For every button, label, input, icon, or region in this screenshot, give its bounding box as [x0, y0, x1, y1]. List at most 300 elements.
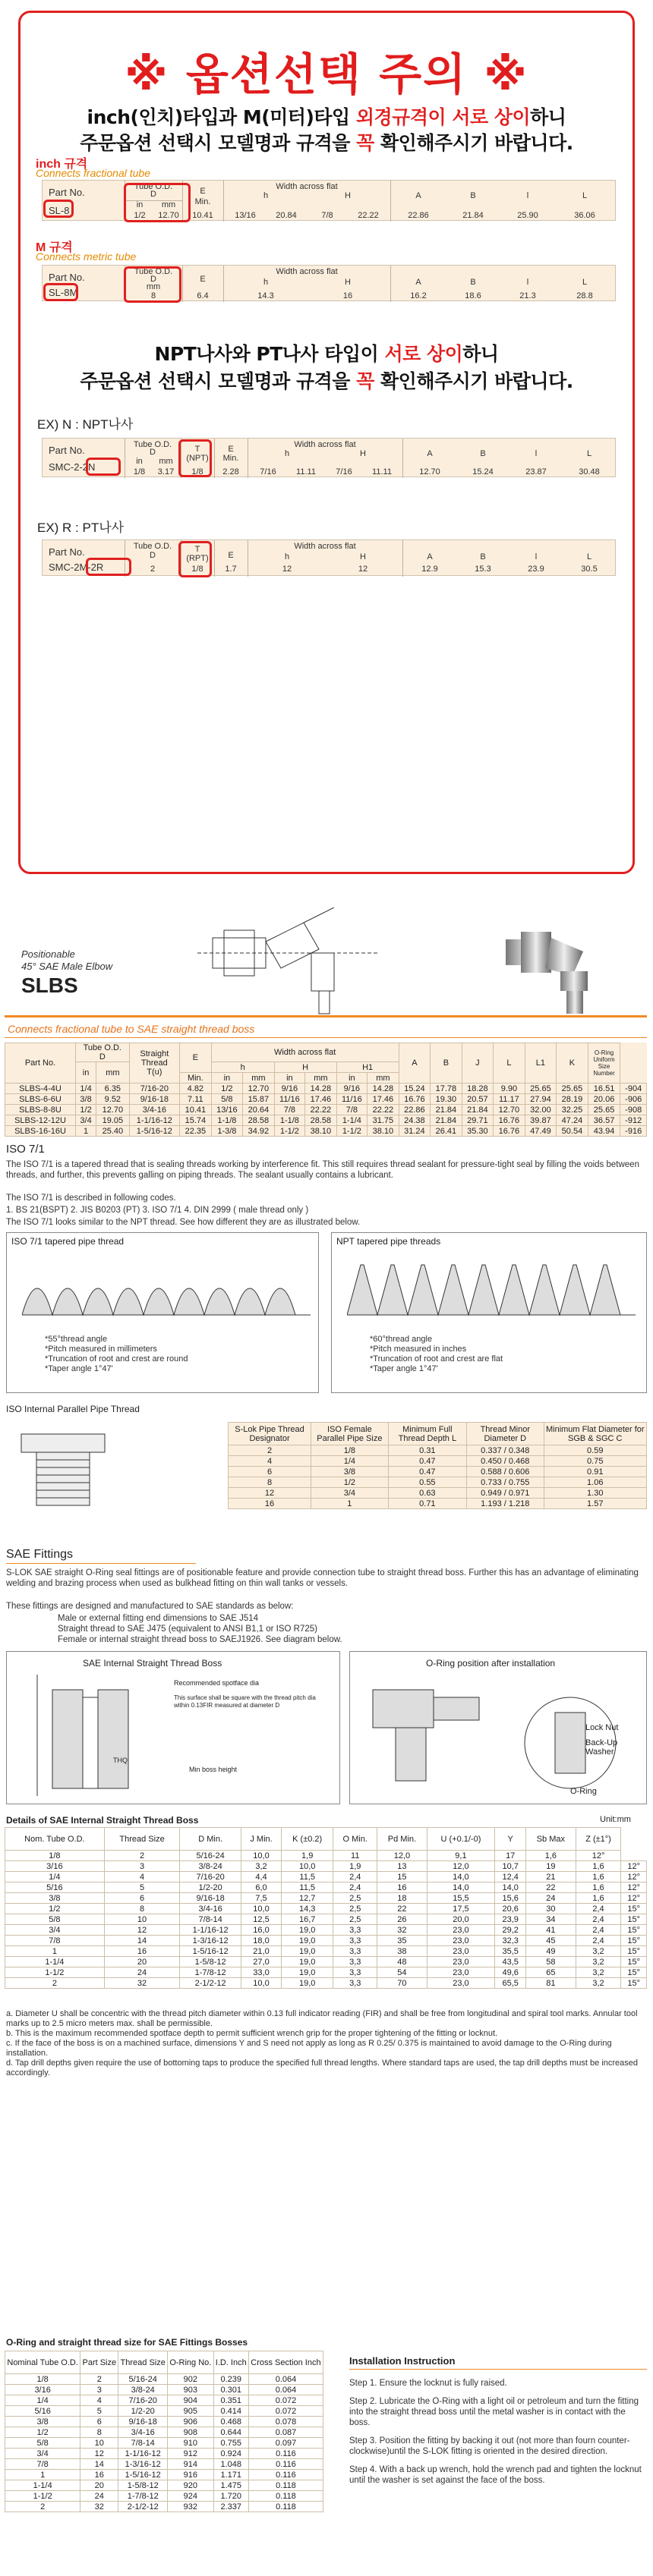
boss-cell: 10,0: [282, 1861, 333, 1872]
slbs-cell: 15.24: [399, 1084, 431, 1094]
boss-cell: 14,3: [282, 1904, 333, 1914]
parallel-cell: 0.63: [388, 1488, 466, 1499]
boss-cell: 2: [5, 1978, 105, 1989]
slbs-row: [5, 1105, 647, 1115]
boss-header: K (±0.2): [282, 1828, 333, 1851]
parallel-cell: 6: [229, 1467, 311, 1477]
boss-cell: 1: [5, 1946, 105, 1957]
boss-cell: 4: [104, 1872, 180, 1882]
pt-d-label: D: [150, 551, 156, 560]
oring-row: [5, 2480, 323, 2491]
oring-cell: 12: [80, 2449, 118, 2459]
boss-header: D Min.: [180, 1828, 241, 1851]
inch-waf-label: Width across flat: [276, 182, 338, 191]
boss-cell: 18: [377, 1893, 427, 1904]
parallel-title: ISO Internal Parallel Pipe Thread: [6, 1404, 140, 1414]
iso-notes: [45, 1335, 188, 1374]
boss-cell: 3/16: [5, 1861, 105, 1872]
orange-divider-1: [5, 1015, 647, 1018]
parallel-header: S-Lok Pipe Thread Designator: [229, 1423, 311, 1445]
inch-h-label: h: [263, 191, 269, 200]
sae-boss-figure: [6, 1651, 340, 1804]
slbs-h-H1-in: in: [336, 1073, 367, 1084]
oring-cell: 1/4: [5, 2395, 80, 2406]
boss-cell: 5/16: [5, 1882, 105, 1893]
oring-cell: 6: [80, 2417, 118, 2427]
slbs-h-min: Min.: [180, 1073, 212, 1084]
oring-row: [5, 2470, 323, 2480]
iso-note-3: *Truncation of root and crest are round: [45, 1354, 188, 1363]
sae-label-backup: Back-Up Washer: [585, 1738, 618, 1757]
inch-partno-value: SL-8: [49, 205, 70, 216]
boss-cell: 12,0: [377, 1851, 427, 1861]
slbs-h-a: A: [399, 1043, 431, 1084]
slbs-cell: 47.24: [557, 1115, 588, 1126]
m-B-label: B: [470, 278, 476, 287]
oring-cell: 0.239: [213, 2374, 248, 2385]
boss-cell: 12,5: [241, 1914, 281, 1925]
npt-d-label: D: [150, 448, 156, 457]
slbs-cell: 22.22: [305, 1105, 337, 1115]
oring-cell: 0.097: [248, 2438, 323, 2449]
boss-cell: 33,0: [241, 1967, 281, 1978]
oring-cell: 14: [80, 2459, 118, 2470]
slbs-cell: 20.57: [462, 1094, 494, 1105]
slbs-cell: SLBS-8-8U: [5, 1105, 76, 1115]
boss-row: [5, 1893, 647, 1904]
boss-header: Y: [495, 1828, 526, 1851]
boss-header: Sb Max: [526, 1828, 576, 1851]
m-d-value: 8: [150, 291, 156, 300]
sae-oring-figure: [349, 1651, 647, 1804]
boss-cell: 3,3: [333, 1978, 377, 1989]
oring-row: [5, 2406, 323, 2417]
parallel-cell: 1/2: [311, 1477, 389, 1488]
m-L-value: 28.8: [576, 291, 593, 300]
boss-cell: 23,0: [427, 1967, 495, 1978]
boss-cell: 1-1/16-12: [180, 1925, 241, 1936]
slbs-table-header: [5, 1043, 647, 1062]
npt-d-in: 1/8: [133, 467, 146, 477]
pt-L-label: L: [586, 552, 592, 561]
boss-cell: 1/2-20: [180, 1882, 241, 1893]
slbs-cell: 21.84: [431, 1115, 462, 1126]
parallel-header: Minimum Flat Diameter for SGB & SGC C: [544, 1423, 646, 1445]
parallel-row: [229, 1456, 647, 1467]
slbs-cell: 17.46: [305, 1094, 337, 1105]
boss-header: Z (±1°): [576, 1828, 621, 1851]
oring-cell: 24: [80, 2491, 118, 2502]
boss-row: [5, 1904, 647, 1914]
sae-title: SAE Fittings: [6, 1548, 74, 1561]
oring-cell: 5: [80, 2406, 118, 2417]
oring-cell: 2.337: [213, 2502, 248, 2512]
slbs-cell: -906: [620, 1094, 647, 1105]
boss-cell: 10: [104, 1914, 180, 1925]
npt-e-value: 2.28: [222, 467, 239, 477]
slbs-cell: 38.10: [305, 1126, 337, 1137]
oring-row: [5, 2395, 323, 2406]
parallel-cell: 0.55: [388, 1477, 466, 1488]
slbs-cell: 19.30: [431, 1094, 462, 1105]
boss-cell: 1,6: [576, 1882, 621, 1893]
pt-e-label: E: [228, 551, 234, 560]
m-d-label: D: [150, 275, 156, 284]
oring-cell: 920: [168, 2480, 213, 2491]
sae-label-locknut: Lock Nut: [585, 1723, 619, 1732]
inch-partno-label: Part No.: [49, 187, 85, 198]
boss-cell: 24: [104, 1967, 180, 1978]
sae-label-thq: THQ: [113, 1757, 128, 1764]
slbs-cell: 24.38: [399, 1115, 431, 1126]
boss-cell: 4,4: [241, 1872, 281, 1882]
slbs-cell: 32.00: [525, 1105, 557, 1115]
boss-row: [5, 1936, 647, 1946]
npt-B-label: B: [480, 449, 486, 458]
slbs-h-H1: H1: [336, 1062, 399, 1073]
oring-cell: 0.301: [213, 2385, 248, 2395]
sae-paragraph-4: Straight thread to SAE J475 (equivalent to ANSI B1,1 or ISO R725): [58, 1625, 317, 1634]
sae-label-min: Min boss height: [189, 1766, 238, 1773]
parallel-header: Minimum Full Thread Depth L: [388, 1423, 466, 1445]
boss-cell: 12°: [621, 1872, 647, 1882]
oring-cell: 0.116: [248, 2470, 323, 2480]
boss-cell: 54: [377, 1967, 427, 1978]
parallel-row: [229, 1499, 647, 1509]
boss-cell: 81: [526, 1978, 576, 1989]
oring-row: [5, 2427, 323, 2438]
boss-cell: 3,2: [576, 1946, 621, 1957]
parallel-row: [229, 1467, 647, 1477]
warning-line-1-b: 외경규격이 서로 상이: [355, 106, 531, 128]
pt-H-value: 12: [358, 565, 368, 574]
npt-B-value: 15.24: [472, 467, 494, 477]
slbs-cell: 1: [76, 1126, 96, 1137]
boss-cell: 45: [526, 1936, 576, 1946]
boss-cell: 32,3: [495, 1936, 526, 1946]
warning-line-2-b: 꼭: [356, 132, 374, 154]
npt-t-label: T: [194, 445, 200, 454]
boss-cell: 19,0: [282, 1936, 333, 1946]
pt-tubeod-label: Tube O.D.: [133, 542, 172, 551]
warning-title: ※ 옵션선택 주의 ※: [125, 49, 528, 100]
oring-row: [5, 2417, 323, 2427]
boss-cell: 9,1: [427, 1851, 495, 1861]
install-underline: [349, 2369, 647, 2370]
oring-cell: 1-5/16-12: [118, 2470, 168, 2480]
boss-cell: 23,0: [427, 1957, 495, 1967]
slbs-cell: 27.94: [525, 1094, 557, 1105]
sae-paragraph-1: S-LOK SAE straight O-Ring seal fittings are of positionable feature and provide connection tube to straight thread boss. Further this has an advantage of eliminating welding and brazing process when used as bulkhead fitting on thin wall tanks or vessels.: [6, 1568, 639, 1588]
slbs-cell: 22.86: [399, 1105, 431, 1115]
warning-line-2-a: 주문옵션 선택시 모델명과 규격을: [80, 132, 357, 154]
boss-cell: 30: [526, 1904, 576, 1914]
slbs-cell: 50.54: [557, 1126, 588, 1137]
ex-npt-label: EX) N : NPT나사: [37, 417, 134, 432]
inch-tubeod-label: Tube O.D.: [134, 182, 173, 191]
oring-cell: 1-1/4: [5, 2480, 80, 2491]
m-label: M 규격: [36, 241, 73, 254]
oring-cell: 0.064: [248, 2385, 323, 2395]
oring-cell: 20: [80, 2480, 118, 2491]
slbs-cell: 1-5/16-12: [129, 1126, 179, 1137]
m-l-label: l: [526, 278, 529, 287]
boss-cell: 17,5: [427, 1904, 495, 1914]
boss-cell: 12°: [576, 1851, 621, 1861]
boss-cell: 21,0: [241, 1946, 281, 1957]
iso-thread-profile: [22, 1254, 311, 1323]
boss-cell: 1,6: [526, 1851, 576, 1861]
slbs-cell: 21.84: [462, 1105, 494, 1115]
iso-paragraph-1: The ISO 7/1 is a tapered thread that is sealing threads working by interference fit. This still requires thread sealant for pressure-tight seal by filling the voids between threads, and further, this prevents galling on piping threads. The sealant usually contains a lubricant.: [6, 1160, 639, 1180]
oring-cell: 9/16-18: [118, 2417, 168, 2427]
oring-row: [5, 2491, 323, 2502]
oring-cell: 932: [168, 2502, 213, 2512]
boss-cell: 19,0: [282, 1925, 333, 1936]
boss-cell: 6: [104, 1893, 180, 1904]
slbs-cell: 28.19: [557, 1094, 588, 1105]
boss-cell: 1-5/8-12: [180, 1957, 241, 1967]
slbs-cell: 16.76: [399, 1094, 431, 1105]
slbs-cell: 9.90: [494, 1084, 525, 1094]
warning-line-4: [21, 366, 632, 394]
boss-row: [5, 1946, 647, 1957]
product-description: [21, 948, 112, 973]
slbs-cell: 1-1/2: [336, 1126, 367, 1137]
boss-cell: 23,0: [427, 1978, 495, 1989]
parallel-cell: 1.57: [544, 1499, 646, 1509]
npt-tsub-label: (NPT): [186, 454, 209, 463]
boss-cell: 15°: [621, 1914, 647, 1925]
boss-row: [5, 1957, 647, 1967]
sae-boss-drawing: [14, 1675, 333, 1801]
inch-h-in: 13/16: [235, 211, 256, 220]
boss-cell: 7/8-14: [180, 1914, 241, 1925]
pt-h-label: h: [284, 552, 290, 561]
slbs-cell: 11/16: [336, 1094, 367, 1105]
boss-cell: 2,5: [333, 1893, 377, 1904]
boss-cell: 3: [104, 1861, 180, 1872]
boss-cell: 2,4: [576, 1914, 621, 1925]
boss-cell: 1,9: [333, 1861, 377, 1872]
oring-cell: 3/4-16: [118, 2427, 168, 2438]
boss-cell: 15°: [621, 1946, 647, 1957]
boss-cell: 19,0: [282, 1946, 333, 1957]
oring-row: [5, 2502, 323, 2512]
parallel-cell: 1.193 / 1.218: [467, 1499, 544, 1509]
boss-cell: 23,0: [427, 1925, 495, 1936]
npt-e-label: E: [228, 445, 234, 454]
slbs-h-h-mm: mm: [243, 1073, 275, 1084]
iso-paragraph-4: The ISO 7/1 looks similar to the NPT thread. See how different they are as illustrated below.: [6, 1218, 361, 1227]
oring-cell: 902: [168, 2374, 213, 2385]
oring-cell: 1-5/8-12: [118, 2480, 168, 2491]
boss-note-d: d. Tap drill depths given require the use of bottoming taps to produce the specified full thread lengths. Where standard taps are used, the tap drill depths must be increased accordingly.: [6, 2059, 639, 2077]
slbs-cell: 3/8: [76, 1094, 96, 1105]
oring-cell: 910: [168, 2438, 213, 2449]
boss-cell: 14,0: [427, 1882, 495, 1893]
slbs-h-b: B: [431, 1043, 462, 1084]
slbs-h-h-in: in: [211, 1073, 243, 1084]
boss-cell: 1-5/16-12: [180, 1946, 241, 1957]
slbs-cell: 1-1/2: [274, 1126, 304, 1137]
oring-cell: 1/2: [5, 2427, 80, 2438]
iso-note-4: *Taper angle 1°47': [45, 1364, 113, 1373]
sae-paragraph-3: Male or external fitting end dimensions to SAE J514: [58, 1614, 259, 1623]
boss-cell: 14: [104, 1936, 180, 1946]
oring-cell: 3/4: [5, 2449, 80, 2459]
oring-cell: 3/8-24: [118, 2385, 168, 2395]
npt-A-label: A: [427, 449, 433, 458]
boss-notes: [6, 2009, 647, 2078]
warning-line-4-a: 주문옵션 선택시 모델명과 규격을: [80, 370, 357, 392]
slbs-cell: 5/8: [211, 1094, 243, 1105]
slbs-cell: 7/8: [336, 1105, 367, 1115]
slbs-cell: 9.52: [96, 1094, 130, 1105]
oring-cell: 903: [168, 2385, 213, 2395]
parallel-row: [229, 1445, 647, 1456]
boss-cell: 26: [377, 1914, 427, 1925]
oring-cell: 2: [5, 2502, 80, 2512]
inch-H-mm: 22.22: [358, 211, 379, 220]
parallel-cell: 0.91: [544, 1467, 646, 1477]
oring-header: O-Ring No.: [168, 2351, 213, 2374]
boss-cell: 2,4: [576, 1936, 621, 1946]
m-h-value: 14.3: [257, 291, 274, 300]
boss-row: [5, 1925, 647, 1936]
npt-notes: [370, 1335, 503, 1374]
oring-cell: 7/8: [5, 2459, 80, 2470]
boss-note-a: a. Diameter U shall be concentric with the thread pitch diameter within 0.13 full indicator reading (FIR) and shall be free from longitudinal and spiral tool marks. Annular tool marks up to 2.5 micro meters max. shall be permissible.: [6, 2009, 638, 2028]
sae-oring-figure-title: O-Ring position after installation: [426, 1658, 556, 1669]
oring-cell: 906: [168, 2417, 213, 2427]
oring-cell: 8: [80, 2427, 118, 2438]
npt-highlight-partno: [86, 458, 121, 476]
inch-L-label: L: [582, 191, 588, 200]
pt-B-value: 15.3: [475, 565, 491, 574]
boss-row: [5, 1851, 647, 1861]
slbs-cell: 43.94: [588, 1126, 620, 1137]
boss-row: [5, 1914, 647, 1925]
sae-oring-drawing: [365, 1675, 639, 1801]
pt-t-label: T: [194, 545, 200, 554]
boss-cell: 3,3: [333, 1946, 377, 1957]
boss-table: [5, 1827, 647, 1989]
boss-cell: 15°: [621, 1978, 647, 1989]
boss-cell: 1-1/2: [5, 1967, 105, 1978]
oring-cell: 916: [168, 2470, 213, 2480]
sae-paragraph-2: These fittings are designed and manufactured to SAE standards as below:: [6, 1602, 294, 1611]
install-step-1: Step 1. Ensure the locknut is fully raised.: [349, 2379, 507, 2388]
m-A-label: A: [415, 278, 421, 287]
inch-B-label: B: [470, 191, 476, 200]
pt-partno-label: Part No.: [49, 546, 85, 558]
slbs-cell: 19.05: [96, 1115, 130, 1126]
pt-highlight-t: [178, 541, 212, 577]
warning-line-2-c: 확인해주시기 바랍니다.: [374, 132, 573, 154]
boss-cell: 49: [526, 1946, 576, 1957]
parallel-cell: 0.588 / 0.606: [467, 1467, 544, 1477]
boss-cell: 14,0: [495, 1882, 526, 1893]
slbs-cell: 36.57: [588, 1115, 620, 1126]
boss-cell: 3,2: [576, 1978, 621, 1989]
boss-note-b: b. This is the maximum recommended spotface depth to permit sufficient wrench grip for the proper tightening of the fitting or locknut.: [6, 2029, 498, 2038]
npt-L-value: 30.48: [579, 467, 600, 477]
slbs-h-hh: h: [211, 1062, 274, 1073]
slbs-cell: 12.70: [96, 1105, 130, 1115]
npt-in-label: in: [136, 457, 143, 466]
iso-title: ISO 7/1: [6, 1143, 45, 1156]
oring-cell: 2: [80, 2374, 118, 2385]
oring-cell: 1/2-20: [118, 2406, 168, 2417]
oring-cell: 1.048: [213, 2459, 248, 2470]
boss-cell: 1/8: [5, 1851, 105, 1861]
boss-cell: 3,2: [576, 1957, 621, 1967]
orange-divider-2: [5, 1037, 647, 1038]
npt-h-label: h: [284, 449, 290, 458]
warning-line-3-b: 서로 상이: [384, 343, 463, 365]
oring-cell: 1: [5, 2470, 80, 2480]
oring-cell: 1.475: [213, 2480, 248, 2491]
slbs-cell: 1/4: [76, 1084, 96, 1094]
boss-cell: 70: [377, 1978, 427, 1989]
slbs-cell: 22.22: [368, 1105, 399, 1115]
oring-cell: 0.414: [213, 2406, 248, 2417]
parallel-header: Thread Minor Diameter D: [467, 1423, 544, 1445]
boss-cell: 49,6: [495, 1967, 526, 1978]
slbs-cell: -912: [620, 1115, 647, 1126]
oring-cell: 0.118: [248, 2502, 323, 2512]
oring-cell: 0.924: [213, 2449, 248, 2459]
boss-cell: 15°: [621, 1967, 647, 1978]
oring-cell: 5/8: [5, 2438, 80, 2449]
sae-paragraph-5: Female or internal straight thread boss to SAEJ1926. See diagram below.: [58, 1635, 342, 1644]
oring-header: Part Size: [80, 2351, 118, 2374]
boss-cell: 12°: [621, 1893, 647, 1904]
parallel-cell: 0.75: [544, 1456, 646, 1467]
warning-line-4-b: 꼭: [356, 370, 374, 392]
slbs-cell: 31.75: [368, 1115, 399, 1126]
boss-cell: 5/16-24: [180, 1851, 241, 1861]
m-tubeod-label: Tube O.D.: [134, 267, 173, 276]
inch-l-label: l: [526, 191, 529, 200]
pt-A-label: A: [427, 552, 433, 561]
parallel-cell: 8: [229, 1477, 311, 1488]
pt-e-value: 1.7: [225, 565, 237, 574]
npt-note-2: *Pitch measured in inches: [370, 1345, 467, 1354]
m-highlight-od: [124, 266, 181, 303]
slbs-cell: 11/16: [274, 1094, 304, 1105]
slbs-cell: 31.24: [399, 1126, 431, 1137]
boss-cell: 1,9: [282, 1851, 333, 1861]
parallel-cell: 0.949 / 0.971: [467, 1488, 544, 1499]
oring-cell: 0.072: [248, 2406, 323, 2417]
npt-L-label: L: [586, 449, 592, 458]
pt-waf-label: Width across flat: [294, 542, 356, 551]
m-e-label: E: [200, 275, 206, 284]
inch-highlight-partno: [43, 200, 74, 218]
inch-label: inch 규격: [36, 158, 88, 171]
pt-H-label: H: [360, 552, 366, 561]
parallel-cell: 0.71: [388, 1499, 466, 1509]
oring-cell: 912: [168, 2449, 213, 2459]
parallel-thread-drawing: [6, 1419, 120, 1525]
boss-cell: 12,7: [282, 1893, 333, 1904]
pt-l-value: 23.9: [528, 565, 544, 574]
oring-cell: 16: [80, 2470, 118, 2480]
boss-cell: 1/2: [5, 1904, 105, 1914]
boss-cell: 24: [526, 1893, 576, 1904]
